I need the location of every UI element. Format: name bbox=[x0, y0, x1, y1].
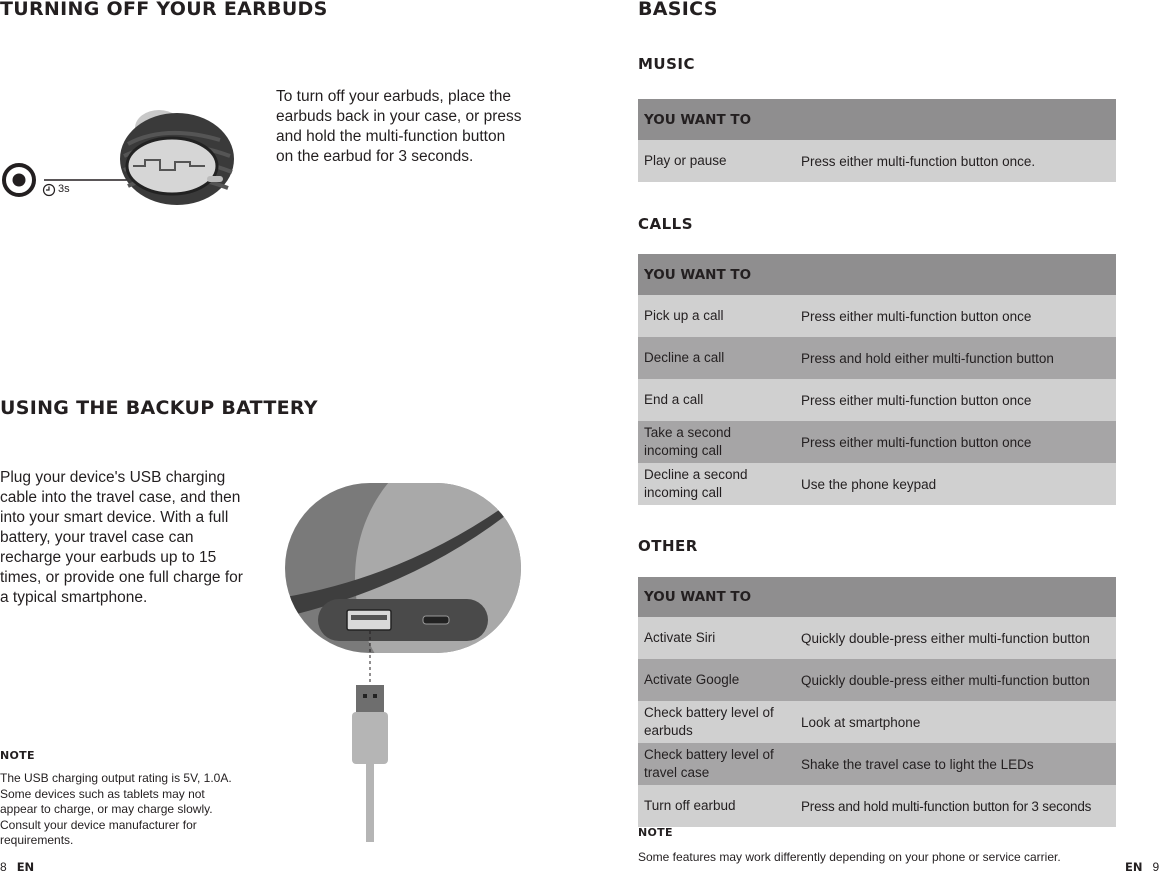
calls-title: CALLS bbox=[638, 215, 694, 233]
left-note-text: The USB charging output rating is 5V, 1.0A. Some devices such as tablets may not appear to charge, or may charge slowly. Consult your device manufacturer for requirements. bbox=[0, 771, 232, 847]
right-note-text: Some features may work differently depending on your phone or service carrier. bbox=[638, 850, 1061, 864]
earbud-illustration bbox=[0, 104, 250, 210]
table-row: Check battery level of earbuds Look at smartphone bbox=[638, 701, 1116, 743]
table-row: Pick up a call Press either multi-function button once bbox=[638, 295, 1116, 337]
table-row: Turn off earbud Press and hold multi-function button for 3 seconds bbox=[638, 785, 1116, 827]
left-note-title: NOTE bbox=[0, 749, 35, 762]
music-title: MUSIC bbox=[638, 55, 695, 73]
table-row: Decline a call Press and hold either multi-function button bbox=[638, 337, 1116, 379]
travel-case-illustration bbox=[280, 478, 528, 843]
table-row: Check battery level of travel case Shake the travel case to light the LEDs bbox=[638, 743, 1116, 785]
table-header: YOU WANT TO bbox=[638, 254, 1116, 295]
table-row: Take a second incoming call Press either multi-function button once bbox=[638, 421, 1116, 463]
table-row: Decline a second incoming call Use the phone keypad bbox=[638, 463, 1116, 505]
timer-label: 3s bbox=[58, 183, 70, 195]
calls-table bbox=[638, 254, 1116, 505]
backup-battery-text: Plug your device's USB charging cable into the travel case, and then into your smart device. With a full battery, your travel case can recharge your earbuds up to 15 times, or provide one full charge for a typical smartphone. bbox=[0, 469, 243, 606]
right-language: EN bbox=[1125, 860, 1143, 874]
other-table bbox=[638, 577, 1116, 827]
table-row: Activate Google Quickly double-press either multi-function button bbox=[638, 659, 1116, 701]
turning-off-text: To turn off your earbuds, place the earbuds back in your case, or press and hold the multi-function button on the earbud for 3 seconds. bbox=[276, 88, 522, 165]
table-header: YOU WANT TO bbox=[638, 99, 1116, 140]
table-row: End a call Press either multi-function button once bbox=[638, 379, 1116, 421]
left-language: EN bbox=[16, 860, 35, 874]
basics-title: BASICS bbox=[638, 0, 718, 20]
timer-icon bbox=[42, 183, 56, 197]
table-row: Activate Siri Quickly double-press either multi-function button bbox=[638, 617, 1116, 659]
other-title: OTHER bbox=[638, 537, 698, 555]
left-page-number: 8 bbox=[0, 860, 7, 874]
table-header: YOU WANT TO bbox=[638, 577, 1116, 617]
music-table bbox=[638, 99, 1116, 182]
micro-usb-port-icon bbox=[423, 616, 449, 624]
turning-off-title: TURNING OFF YOUR EARBUDS bbox=[0, 0, 328, 20]
usb-plug-icon bbox=[356, 685, 384, 713]
table-row: Play or pause Press either multi-function button once. bbox=[638, 140, 1116, 182]
backup-battery-title: USING THE BACKUP BATTERY bbox=[0, 397, 318, 419]
right-page-number: 9 bbox=[1152, 860, 1160, 874]
right-note-title: NOTE bbox=[638, 826, 673, 839]
